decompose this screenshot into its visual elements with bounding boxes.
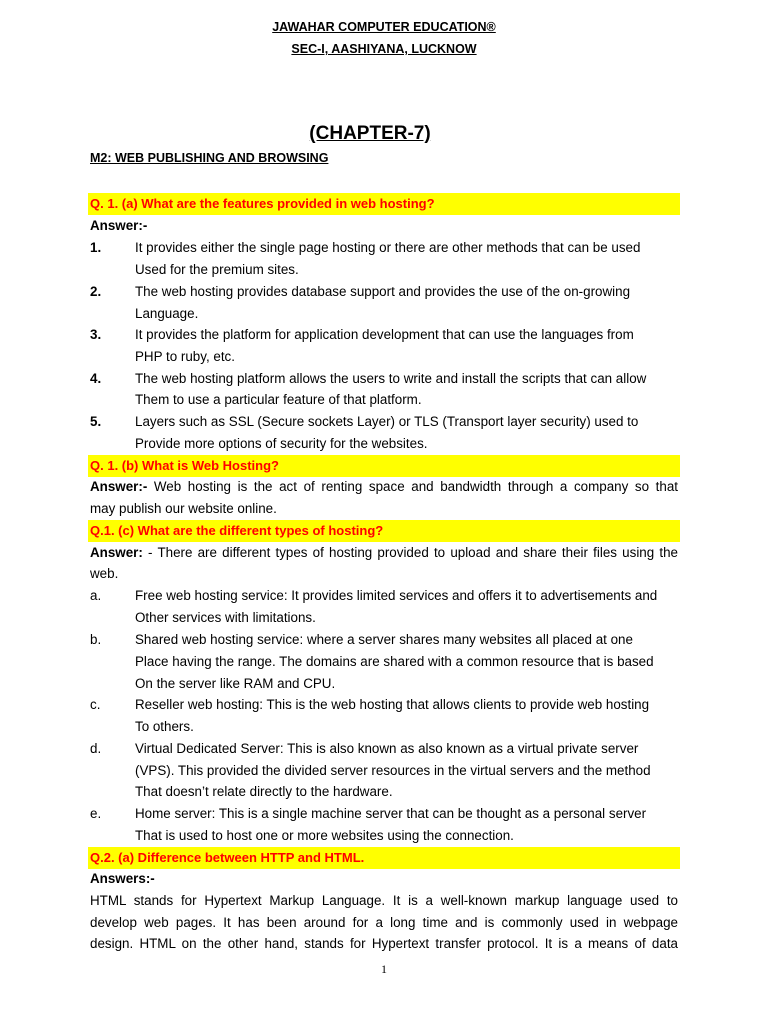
- module-subtitle: M2: WEB PUBLISHING AND BROWSING: [90, 151, 329, 165]
- item-text: Layers such as SSL (Secure sockets Layer) or TLS (Transport layer security) used to: [135, 414, 639, 429]
- item-text: PHP to ruby, etc.: [135, 349, 235, 364]
- list-item-continuation: [90, 716, 678, 738]
- list-item: [90, 585, 678, 607]
- item-text: Reseller web hosting: This is the web hosting that allows clients to provide web hosting: [135, 697, 650, 712]
- item-text: That doesn’t relate directly to the hardware.: [135, 784, 393, 799]
- list-item-continuation: [90, 389, 678, 411]
- paragraph-text: design. HTML on the other hand, stands for Hypertext transfer protocol. It is a means of data: [90, 936, 678, 951]
- answer-label: Answer:-: [90, 479, 148, 494]
- question-1a: Q. 1. (a) What are the features provided in web hosting?: [88, 193, 680, 215]
- item-text: That is used to host one or more websites using the connection.: [135, 828, 514, 843]
- answer-label: Answer:: [90, 545, 143, 560]
- item-text: Language.: [135, 306, 199, 321]
- list-item-continuation: [90, 651, 678, 673]
- item-number: 3.: [90, 327, 102, 342]
- answer-paragraph-line: may publish our website online.: [90, 501, 277, 516]
- list-item-continuation: [90, 607, 678, 629]
- answer-text: - There are different types of hosting provided to upload and share their files using the: [142, 545, 678, 560]
- item-text: Free web hosting service: It provides limited services and offers it to advertisements and: [135, 588, 658, 603]
- list-item: [90, 281, 678, 303]
- item-letter: a.: [90, 588, 102, 603]
- list-item: [90, 694, 678, 716]
- item-number: 5.: [90, 414, 102, 429]
- item-text: The web hosting platform allows the users to write and install the scripts that can allow: [135, 371, 647, 386]
- answer-paragraph-line: [90, 933, 678, 955]
- chapter-title: (CHAPTER-7): [309, 123, 431, 144]
- list-item-continuation: [90, 673, 678, 695]
- question-1c: Q.1. (c) What are the different types of hosting?: [88, 520, 680, 542]
- list-item-continuation: [90, 259, 678, 281]
- item-number: 1.: [90, 240, 102, 255]
- list-item-continuation: [90, 781, 678, 803]
- list-item: [90, 738, 678, 760]
- answer-paragraph-line: [90, 542, 678, 564]
- item-text: Shared web hosting service: where a server shares many websites all placed at one: [135, 632, 633, 647]
- institute-address: SEC-I, AASHIYANA, LUCKNOW: [291, 42, 477, 56]
- answer-text: Web hosting is the act of renting space and bandwidth through a company so that: [147, 479, 678, 494]
- item-text: To others.: [135, 719, 194, 734]
- list-item-continuation: [90, 825, 678, 847]
- item-letter: d.: [90, 741, 102, 756]
- item-number: 4.: [90, 371, 102, 386]
- answer-label: Answers:-: [90, 871, 155, 886]
- answer-paragraph-line: [90, 890, 678, 912]
- item-number: 2.: [90, 284, 102, 299]
- answer-paragraph-line: [90, 912, 678, 934]
- list-item-continuation: [90, 433, 678, 455]
- question-2a: Q.2. (a) Difference between HTTP and HTML.: [88, 847, 680, 869]
- item-text: Place having the range. The domains are shared with a common resource that is based: [135, 654, 654, 669]
- paragraph-text: develop web pages. It has been around for a long time and is commonly used in webpage: [90, 915, 678, 930]
- page-number: 1: [381, 962, 387, 976]
- list-item: [90, 803, 678, 825]
- item-letter: b.: [90, 632, 102, 647]
- answer-paragraph-line: web.: [90, 566, 119, 581]
- list-item: [90, 237, 678, 259]
- item-text: It provides the platform for application development that can use the languages from: [135, 327, 634, 342]
- list-item: [90, 368, 678, 390]
- answer-label: Answer:-: [90, 218, 148, 233]
- item-text: On the server like RAM and CPU.: [135, 676, 336, 691]
- item-text: The web hosting provides database support and provides the use of the on-growing: [135, 284, 631, 299]
- list-item: [90, 411, 678, 433]
- list-item: [90, 324, 678, 346]
- institute-name: JAWAHAR COMPUTER EDUCATION®: [272, 20, 496, 34]
- item-text: Other services with limitations.: [135, 610, 316, 625]
- item-text: Them to use a particular feature of that platform.: [135, 392, 422, 407]
- question-1b: Q. 1. (b) What is Web Hosting?: [88, 455, 680, 477]
- item-text: Virtual Dedicated Server: This is also known as also known as a virtual private server: [135, 741, 639, 756]
- list-item-continuation: [90, 303, 678, 325]
- item-text: It provides either the single page hosting or there are other methods that can be used: [135, 240, 641, 255]
- item-text: Home server: This is a single machine server that can be thought as a personal server: [135, 806, 647, 821]
- item-letter: e.: [90, 806, 102, 821]
- list-item-continuation: [90, 760, 678, 782]
- list-item: [90, 629, 678, 651]
- list-item-continuation: [90, 346, 678, 368]
- item-letter: c.: [90, 697, 101, 712]
- answer-paragraph-line: [90, 476, 678, 498]
- item-text: Provide more options of security for the websites.: [135, 436, 428, 451]
- item-text: (VPS). This provided the divided server resources in the virtual servers and the method: [135, 763, 651, 778]
- item-text: Used for the premium sites.: [135, 262, 299, 277]
- paragraph-text: HTML stands for Hypertext Markup Language. It is a well-known markup language used to: [90, 893, 678, 908]
